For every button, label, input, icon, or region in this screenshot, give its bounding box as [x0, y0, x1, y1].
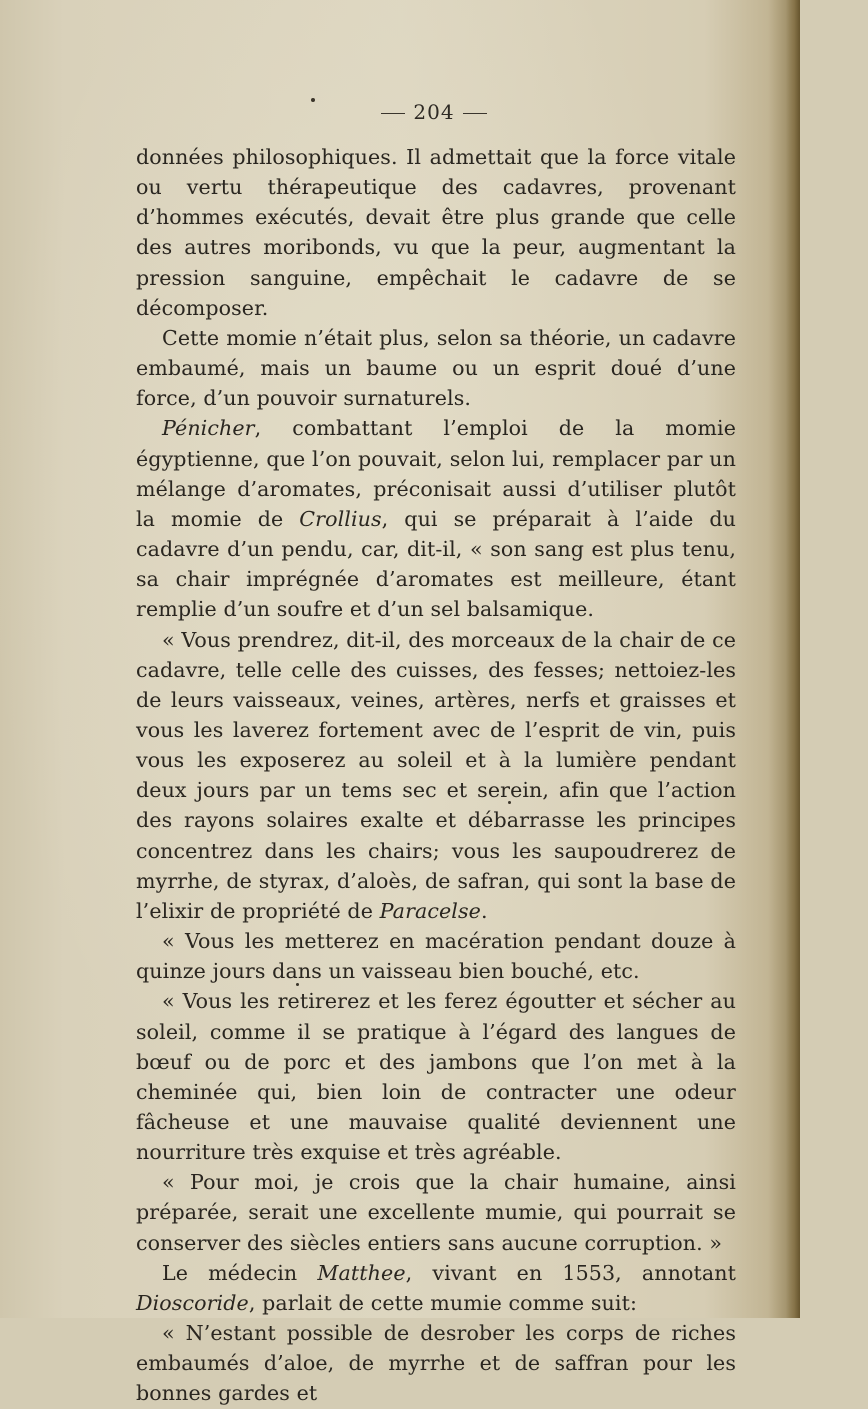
italic-name: Paracelse [379, 898, 481, 923]
text-segment: . [480, 898, 488, 923]
paragraph [136, 986, 736, 1167]
text-segment: Le médecin [162, 1260, 318, 1285]
text-segment: « Pour moi, je crois que la chair humaine, ainsi préparée, serait une excellente mumie, qui pourrait se conserver des siècles entiers sans aucune corruption. » [136, 1170, 736, 1255]
paragraph [136, 1167, 736, 1257]
page-number-value: 204 [413, 100, 455, 124]
paragraph [136, 413, 736, 624]
paragraph [136, 926, 736, 986]
body-text [136, 142, 736, 1409]
italic-name: Crollius [299, 506, 382, 531]
page-edge-shadow [786, 0, 800, 1318]
page-number-dash-right [463, 113, 487, 114]
page-number [0, 100, 868, 124]
paragraph [136, 625, 736, 927]
text-segment: « Vous prendrez, dit-il, des morceaux de la chair de ce cadavre, telle celle des cuisses, des fesses; nettoiez-les de leurs vaisseaux, veines, artères, nerfs et graisses et vous les laverez fortement avec de l’esprit de vin, puis vous les exposerez au soleil et à la lumière pendant deux jours par un tems sec et serein, afin que l’action des rayons solaires exalte et débarrasse les principes concentrez dans les chairs; vous les saupoudrerez de myrrhe, de styrax, d’aloès, de safran, qui sont la base de l’elixir de propriété de [136, 627, 736, 923]
page-number-dash-left [381, 113, 405, 114]
paragraph [136, 1258, 736, 1318]
text-segment: , vivant en 1553, annotant [405, 1260, 736, 1285]
text-segment: , qui se préparait à l’aide du cadavre d’un pendu, car, dit-il, « son sang est plus tenu, sa chair imprégnée d’aromates est meilleure, étant remplie d’un soufre et d’un sel balsamique. [136, 506, 736, 622]
paragraph [136, 323, 736, 413]
italic-name: Pénicher [162, 416, 255, 441]
paragraph [136, 1318, 736, 1408]
text-segment: Cette momie n’était plus, selon sa théorie, un cadavre embaumé, mais un baume ou un esprit doué d’une force, d’un pouvoir surnaturels. [136, 325, 736, 411]
text-segment: « Vous les metterez en macération pendant douze à quinze jours dans un vaisseau bien bouché, etc. [136, 929, 736, 984]
paragraph [136, 142, 736, 323]
text-segment: « Vous les retirerez et les ferez égoutter et sécher au soleil, comme il se pratique à l’égard des langues de bœuf ou de porc et des jambons que l’on met à la cheminée qui, bien loin de contracter une odeur fâcheuse et une mauvaise qualité deviennent une nourriture très exquise et très agréable. [136, 989, 736, 1165]
italic-name: Matthee [317, 1260, 406, 1285]
italic-name: Dioscoride [136, 1290, 249, 1315]
text-segment: , combattant l’emploi de la momie égyptienne, que l’on pouvait, selon lui, remplacer par un mélange d’aromates, préconisait aussi d’utiliser plutôt la momie de [136, 416, 736, 531]
text-segment: « N’estant possible de desrober les corps de riches embaumés d’aloe, de myrrhe et de saffran pour les bonnes gardes et [136, 1321, 736, 1406]
text-segment: données philosophiques. Il admettait que la force vitale ou vertu thérapeutique des cadavres, provenant d’hommes exécutés, devait être plus grande que celle des autres moribonds, vu que la peur, augmentant la pression sanguine, empêchait le cadavre de se décomposer. [136, 145, 736, 320]
text-segment: , parlait de cette mumie comme suit: [248, 1290, 637, 1315]
